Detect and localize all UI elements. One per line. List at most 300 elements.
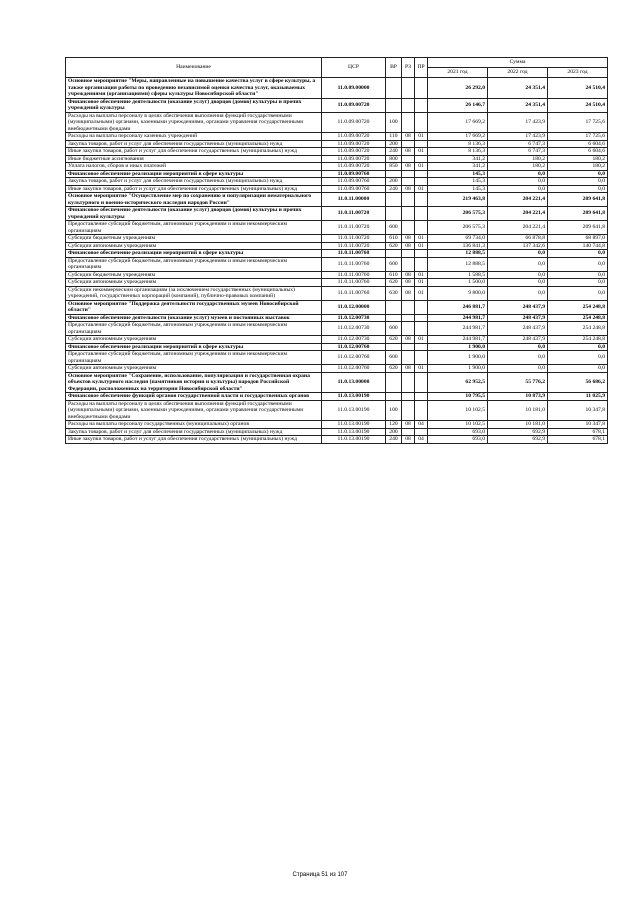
table-body [66, 78, 608, 444]
table-row [66, 155, 608, 163]
cell-2023: 0,0 [548, 170, 608, 178]
cell-csr: 11.0.11.00760 [322, 257, 386, 271]
col-header-2021: 2021 год [428, 68, 488, 78]
cell-csr: 11.0.11.00720 [322, 242, 386, 250]
cell-pr [415, 372, 428, 393]
cell-rz [402, 112, 415, 133]
cell-rz [402, 155, 415, 163]
table-row [66, 279, 608, 287]
table-row [66, 393, 608, 401]
cell-pr: 04 [415, 421, 428, 429]
table-row [66, 98, 608, 112]
cell-name: Основное мероприятие "Сохранение, использование, популяризация и государственная охрана объектов культурного наследия (памятников истории и культуры) народов Российской Федерации, расположенных на территории Новосибирской области" [66, 372, 322, 393]
cell-2023: 254 248,8 [548, 314, 608, 322]
cell-vr [386, 78, 402, 99]
cell-csr: 11.0.09.00760 [322, 185, 386, 193]
cell-2021: 145,3 [428, 170, 488, 178]
cell-csr: 11.0.09.00760 [322, 170, 386, 178]
cell-2022: 6 747,3 [488, 148, 548, 156]
cell-pr: 01 [415, 185, 428, 193]
table-row [66, 286, 608, 300]
cell-pr [415, 170, 428, 178]
cell-csr: 11.0.12.00760 [322, 351, 386, 365]
header-row [66, 58, 608, 68]
cell-vr [386, 343, 402, 351]
cell-2021: 17 669,2 [428, 133, 488, 141]
cell-2022: 180,2 [488, 155, 548, 163]
table-row [66, 170, 608, 178]
cell-vr: 240 [386, 436, 402, 444]
cell-csr: 11.0.13.00190 [322, 421, 386, 429]
cell-rz [402, 314, 415, 322]
cell-2021: 8 136,3 [428, 148, 488, 156]
cell-pr [415, 207, 428, 221]
table-row [66, 257, 608, 271]
cell-pr [415, 140, 428, 148]
cell-name: Основное мероприятие "Меры, направленные на повышение качества услуг в сфере культуры, а также организация работы по проведению независимой оценки качества услуг, оказываемых учреждениями (организациями) сферы культуры Новосибирской области" [66, 78, 322, 99]
cell-2023: 0,0 [548, 279, 608, 287]
cell-rz [402, 207, 415, 221]
table-row [66, 336, 608, 344]
cell-name: Иные закупки товаров, работ и услуг для обеспечения государственных (муниципальных) нужд [66, 148, 322, 156]
cell-rz [402, 393, 415, 401]
cell-2022: 17 423,9 [488, 112, 548, 133]
table-row [66, 140, 608, 148]
table-row [66, 163, 608, 171]
cell-2021: 145,3 [428, 178, 488, 186]
cell-rz: 08 [402, 286, 415, 300]
cell-2022: 0,0 [488, 279, 548, 287]
cell-rz [402, 351, 415, 365]
cell-rz: 08 [402, 336, 415, 344]
cell-2023: 254 248,8 [548, 336, 608, 344]
cell-2021: 693,0 [428, 428, 488, 436]
cell-name: Основное мероприятие "Осуществление мер по сохранению и популяризации нематериального культурного и военно-исторического наследия народов России" [66, 193, 322, 207]
cell-vr: 630 [386, 286, 402, 300]
cell-pr: 01 [415, 286, 428, 300]
cell-rz: 08 [402, 133, 415, 141]
cell-2023: 68 897,0 [548, 235, 608, 243]
cell-csr: 11.0.09.00720 [322, 148, 386, 156]
cell-pr [415, 393, 428, 401]
cell-vr [386, 300, 402, 314]
col-header-vr: ВР [386, 58, 402, 78]
table-row [66, 300, 608, 314]
cell-pr: 01 [415, 163, 428, 171]
cell-vr [386, 393, 402, 401]
cell-2023: 180,2 [548, 155, 608, 163]
cell-name: Расходы на выплаты персоналу казенных учреждений [66, 133, 322, 141]
cell-2023: 0,0 [548, 271, 608, 279]
cell-csr: 11.0.12.00730 [322, 322, 386, 336]
cell-rz: 08 [402, 365, 415, 373]
cell-rz [402, 372, 415, 393]
cell-2023: 11 025,9 [548, 393, 608, 401]
cell-rz: 08 [402, 235, 415, 243]
cell-pr: 01 [415, 336, 428, 344]
cell-2022: 24 351,4 [488, 78, 548, 99]
cell-vr: 100 [386, 400, 402, 421]
cell-rz: 08 [402, 279, 415, 287]
table-row [66, 242, 608, 250]
cell-2022: 10 181,0 [488, 400, 548, 421]
cell-2022: 248 437,9 [488, 322, 548, 336]
cell-name: Расходы на выплаты персоналу государственных (муниципальных) органов [66, 421, 322, 429]
cell-name: Иные закупки товаров, работ и услуг для обеспечения государственных (муниципальных) нужд [66, 436, 322, 444]
cell-2022: 180,2 [488, 163, 548, 171]
budget-table [65, 57, 608, 444]
cell-csr: 11.0.09.00720 [322, 112, 386, 133]
col-header-csr: ЦСР [322, 58, 386, 78]
cell-2023: 140 744,8 [548, 242, 608, 250]
cell-2023: 209 641,8 [548, 221, 608, 235]
cell-2022: 204 221,4 [488, 207, 548, 221]
table-row [66, 436, 608, 444]
cell-name: Закупка товаров, работ и услуг для обеспечения государственных (муниципальных) нужд [66, 178, 322, 186]
cell-csr: 11.0.11.00720 [322, 235, 386, 243]
cell-pr [415, 400, 428, 421]
cell-2022: 0,0 [488, 343, 548, 351]
cell-name: Предоставление субсидий бюджетным, автономным учреждениям и иным некоммерческим организациям [66, 322, 322, 336]
cell-2021: 244 981,7 [428, 336, 488, 344]
cell-csr: 11.0.09.00720 [322, 155, 386, 163]
table-row [66, 235, 608, 243]
table-row [66, 207, 608, 221]
cell-2022: 692,9 [488, 436, 548, 444]
cell-2023: 0,0 [548, 365, 608, 373]
cell-pr [415, 351, 428, 365]
cell-vr: 620 [386, 336, 402, 344]
cell-vr: 620 [386, 242, 402, 250]
cell-rz [402, 300, 415, 314]
cell-rz: 08 [402, 436, 415, 444]
table-row [66, 78, 608, 99]
cell-2021: 246 881,7 [428, 300, 488, 314]
cell-2023: 0,0 [548, 257, 608, 271]
cell-rz [402, 257, 415, 271]
cell-csr: 11.0.12.00730 [322, 314, 386, 322]
cell-csr: 11.0.12.00730 [322, 336, 386, 344]
cell-2023: 6 604,6 [548, 140, 608, 148]
cell-csr: 11.0.13.00190 [322, 393, 386, 401]
cell-csr: 11.0.13.00190 [322, 436, 386, 444]
cell-vr [386, 207, 402, 221]
cell-2022: 248 437,9 [488, 314, 548, 322]
cell-2021: 1 900,0 [428, 343, 488, 351]
cell-2022: 6 747,3 [488, 140, 548, 148]
cell-vr: 110 [386, 133, 402, 141]
cell-2023: 254 248,8 [548, 322, 608, 336]
cell-pr [415, 78, 428, 99]
cell-name: Финансовое обеспечение деятельности (оказание услуг) дворцов (домов) культуры и прочих учреждений культуры [66, 98, 322, 112]
table-row [66, 178, 608, 186]
cell-rz [402, 98, 415, 112]
cell-pr [415, 221, 428, 235]
cell-name: Финансовое обеспечение функций органов государственной власти и государственных органов [66, 393, 322, 401]
cell-name: Субсидии бюджетным учреждениям [66, 235, 322, 243]
cell-rz [402, 170, 415, 178]
col-header-2023: 2023 год [548, 68, 608, 78]
cell-rz [402, 178, 415, 186]
col-header-name: Наименование [66, 58, 322, 78]
cell-csr: 11.0.09.00720 [322, 140, 386, 148]
cell-csr: 11.0.11.00720 [322, 207, 386, 221]
cell-vr: 850 [386, 163, 402, 171]
cell-rz: 08 [402, 148, 415, 156]
cell-2022: 0,0 [488, 351, 548, 365]
cell-name: Субсидии бюджетным учреждениям [66, 271, 322, 279]
cell-pr [415, 178, 428, 186]
col-header-sum: Сумма [428, 58, 608, 68]
cell-2021: 26 292,0 [428, 78, 488, 99]
cell-2023: 254 248,8 [548, 300, 608, 314]
cell-vr [386, 250, 402, 258]
cell-2022: 204 221,4 [488, 221, 548, 235]
cell-name: Финансовое обеспечение деятельности (оказание услуг) музеев и постоянных выставок [66, 314, 322, 322]
cell-rz: 08 [402, 421, 415, 429]
cell-csr: 11.0.11.00000 [322, 193, 386, 207]
cell-2022: 55 776,2 [488, 372, 548, 393]
cell-pr [415, 257, 428, 271]
cell-rz [402, 250, 415, 258]
cell-pr [415, 300, 428, 314]
cell-name: Субсидии автономным учреждениям [66, 279, 322, 287]
table-row [66, 400, 608, 421]
cell-2022: 0,0 [488, 271, 548, 279]
cell-pr: 01 [415, 279, 428, 287]
cell-2021: 341,2 [428, 163, 488, 171]
cell-rz: 08 [402, 242, 415, 250]
cell-vr [386, 98, 402, 112]
cell-vr: 240 [386, 185, 402, 193]
cell-2022: 248 437,9 [488, 336, 548, 344]
cell-2022: 0,0 [488, 178, 548, 186]
cell-2021: 244 981,7 [428, 314, 488, 322]
table-row [66, 365, 608, 373]
cell-2022: 10 873,9 [488, 393, 548, 401]
cell-vr [386, 372, 402, 393]
cell-csr: 11.0.11.00760 [322, 271, 386, 279]
cell-2023: 180,2 [548, 163, 608, 171]
cell-2023: 10 347,8 [548, 400, 608, 421]
cell-2022: 17 423,9 [488, 133, 548, 141]
cell-2021: 693,0 [428, 436, 488, 444]
cell-vr [386, 193, 402, 207]
cell-2022: 137 342,6 [488, 242, 548, 250]
cell-2021: 206 575,3 [428, 221, 488, 235]
cell-csr: 11.0.11.00720 [322, 221, 386, 235]
cell-name: Субсидии автономным учреждениям [66, 242, 322, 250]
cell-csr: 11.0.09.00720 [322, 133, 386, 141]
cell-pr: 01 [415, 271, 428, 279]
cell-2022: 66 878,8 [488, 235, 548, 243]
cell-name: Уплата налогов, сборов и иных платежей [66, 163, 322, 171]
cell-vr: 800 [386, 155, 402, 163]
cell-name: Субсидии автономным учреждениям [66, 336, 322, 344]
cell-name: Субсидии автономным учреждениям [66, 365, 322, 373]
cell-vr: 600 [386, 257, 402, 271]
cell-2021: 145,3 [428, 185, 488, 193]
cell-2022: 24 351,4 [488, 98, 548, 112]
cell-vr: 600 [386, 221, 402, 235]
cell-2021: 1 900,0 [428, 351, 488, 365]
cell-name: Финансовое обеспечение реализации мероприятий в сфере культуры [66, 170, 322, 178]
cell-name: Расходы на выплаты персоналу в целях обеспечения выполнения функций государственными (муниципальными) органами, казенными учреждениями, органами управления государственными внебюджетными фондами [66, 112, 322, 133]
cell-pr [415, 428, 428, 436]
cell-csr: 11.0.11.00760 [322, 279, 386, 287]
cell-2021: 341,2 [428, 155, 488, 163]
cell-2021: 1 588,5 [428, 271, 488, 279]
table-row [66, 372, 608, 393]
cell-csr: 11.0.13.00190 [322, 428, 386, 436]
table-row [66, 133, 608, 141]
cell-pr: 01 [415, 148, 428, 156]
cell-pr: 01 [415, 365, 428, 373]
cell-rz [402, 343, 415, 351]
cell-2021: 12 888,5 [428, 257, 488, 271]
cell-2021: 9 800,0 [428, 286, 488, 300]
cell-vr: 120 [386, 421, 402, 429]
cell-2021: 1 500,0 [428, 279, 488, 287]
cell-name: Иные закупки товаров, работ и услуг для обеспечения государственных (муниципальных) нужд [66, 185, 322, 193]
table-row [66, 428, 608, 436]
cell-2022: 0,0 [488, 286, 548, 300]
cell-pr: 01 [415, 235, 428, 243]
cell-2021: 244 981,7 [428, 322, 488, 336]
cell-2023: 10 347,8 [548, 421, 608, 429]
cell-2022: 0,0 [488, 365, 548, 373]
table-row [66, 421, 608, 429]
cell-csr: 11.0.12.00760 [322, 365, 386, 373]
cell-name: Предоставление субсидий бюджетным, автономным учреждениям и иным некоммерческим организациям [66, 221, 322, 235]
cell-csr: 11.0.09.00720 [322, 98, 386, 112]
cell-vr: 620 [386, 279, 402, 287]
cell-2023: 209 641,8 [548, 193, 608, 207]
cell-rz: 08 [402, 271, 415, 279]
cell-name: Финансовое обеспечение деятельности (оказание услуг) дворцов (домов) культуры и прочих учреждений культуры [66, 207, 322, 221]
cell-2023: 0,0 [548, 351, 608, 365]
cell-2023: 678,1 [548, 428, 608, 436]
cell-2022: 0,0 [488, 185, 548, 193]
cell-csr: 11.0.09.00760 [322, 178, 386, 186]
cell-csr: 11.0.11.00760 [322, 286, 386, 300]
cell-csr: 11.0.12.00000 [322, 300, 386, 314]
cell-rz: 08 [402, 163, 415, 171]
cell-vr: 200 [386, 178, 402, 186]
cell-2021: 206 575,3 [428, 207, 488, 221]
table-row [66, 322, 608, 336]
cell-2023: 0,0 [548, 178, 608, 186]
cell-name: Основное мероприятие "Поддержка деятельности государственных музеев Новосибирской области" [66, 300, 322, 314]
cell-csr: 11.0.12.00760 [322, 343, 386, 351]
cell-vr: 100 [386, 112, 402, 133]
cell-name: Иные бюджетные ассигнования [66, 155, 322, 163]
cell-2021: 219 463,8 [428, 193, 488, 207]
cell-name: Расходы на выплаты персоналу в целях обеспечения выполнения функций государственными (муниципальными) органами, казенными учреждениями, органами управления государственными внебюджетными фондами [66, 400, 322, 421]
cell-2023: 0,0 [548, 185, 608, 193]
cell-csr: 11.0.13.00190 [322, 400, 386, 421]
cell-2022: 204 221,4 [488, 193, 548, 207]
cell-rz [402, 78, 415, 99]
cell-rz [402, 428, 415, 436]
cell-pr [415, 314, 428, 322]
cell-name: Субсидии некоммерческим организациям (за исключением государственных (муниципальных) учреждений, государственных корпораций (компаний), публично-правовых компаний) [66, 286, 322, 300]
cell-2021: 1 900,0 [428, 365, 488, 373]
table-row [66, 343, 608, 351]
cell-2023: 17 725,6 [548, 112, 608, 133]
cell-2021: 8 136,3 [428, 140, 488, 148]
cell-rz [402, 221, 415, 235]
cell-vr: 600 [386, 351, 402, 365]
col-header-rz: РЗ [402, 58, 415, 78]
cell-name: Предоставление субсидий бюджетным, автономным учреждениям и иным некоммерческим организациям [66, 257, 322, 271]
cell-2023: 24 510,4 [548, 78, 608, 99]
cell-name: Закупка товаров, работ и услуг для обеспечения государственных (муниципальных) нужд [66, 428, 322, 436]
cell-rz [402, 400, 415, 421]
cell-pr: 01 [415, 133, 428, 141]
cell-rz [402, 322, 415, 336]
table-row [66, 193, 608, 207]
cell-2021: 10 102,5 [428, 400, 488, 421]
cell-2023: 209 641,8 [548, 207, 608, 221]
cell-name: Предоставление субсидий бюджетным, автономным учреждениям и иным некоммерческим организациям [66, 351, 322, 365]
cell-pr [415, 155, 428, 163]
cell-2023: 6 604,6 [548, 148, 608, 156]
cell-csr: 11.0.11.00760 [322, 250, 386, 258]
cell-2023: 17 725,6 [548, 133, 608, 141]
cell-2023: 56 686,2 [548, 372, 608, 393]
cell-vr [386, 314, 402, 322]
table-row [66, 112, 608, 133]
cell-2021: 26 146,7 [428, 98, 488, 112]
cell-2021: 10 102,5 [428, 421, 488, 429]
cell-2022: 10 181,0 [488, 421, 548, 429]
cell-name: Финансовое обеспечение реализации мероприятий в сфере культуры [66, 343, 322, 351]
cell-2021: 12 888,5 [428, 250, 488, 258]
cell-rz: 08 [402, 185, 415, 193]
cell-pr: 01 [415, 242, 428, 250]
table-row [66, 351, 608, 365]
cell-2022: 0,0 [488, 257, 548, 271]
cell-vr: 240 [386, 148, 402, 156]
table-row [66, 271, 608, 279]
cell-vr: 600 [386, 322, 402, 336]
cell-pr [415, 343, 428, 351]
col-header-2022: 2022 год [488, 68, 548, 78]
page-number: Страница 51 из 107 [292, 872, 348, 878]
table-row [66, 250, 608, 258]
cell-2021: 62 952,5 [428, 372, 488, 393]
cell-rz [402, 140, 415, 148]
cell-vr: 200 [386, 428, 402, 436]
cell-name: Финансовое обеспечение реализации мероприятий в сфере культуры [66, 250, 322, 258]
cell-vr: 200 [386, 140, 402, 148]
table-row [66, 148, 608, 156]
cell-name: Закупка товаров, работ и услуг для обеспечения государственных (муниципальных) нужд [66, 140, 322, 148]
cell-pr [415, 250, 428, 258]
cell-2021: 136 841,3 [428, 242, 488, 250]
cell-csr: 11.0.09.00000 [322, 78, 386, 99]
cell-2023: 0,0 [548, 250, 608, 258]
cell-2021: 69 734,0 [428, 235, 488, 243]
cell-pr [415, 98, 428, 112]
col-header-pr: ПР [415, 58, 428, 78]
cell-csr: 11.0.13.00000 [322, 372, 386, 393]
cell-2022: 248 437,9 [488, 300, 548, 314]
cell-vr: 620 [386, 365, 402, 373]
cell-vr [386, 170, 402, 178]
table-row [66, 314, 608, 322]
